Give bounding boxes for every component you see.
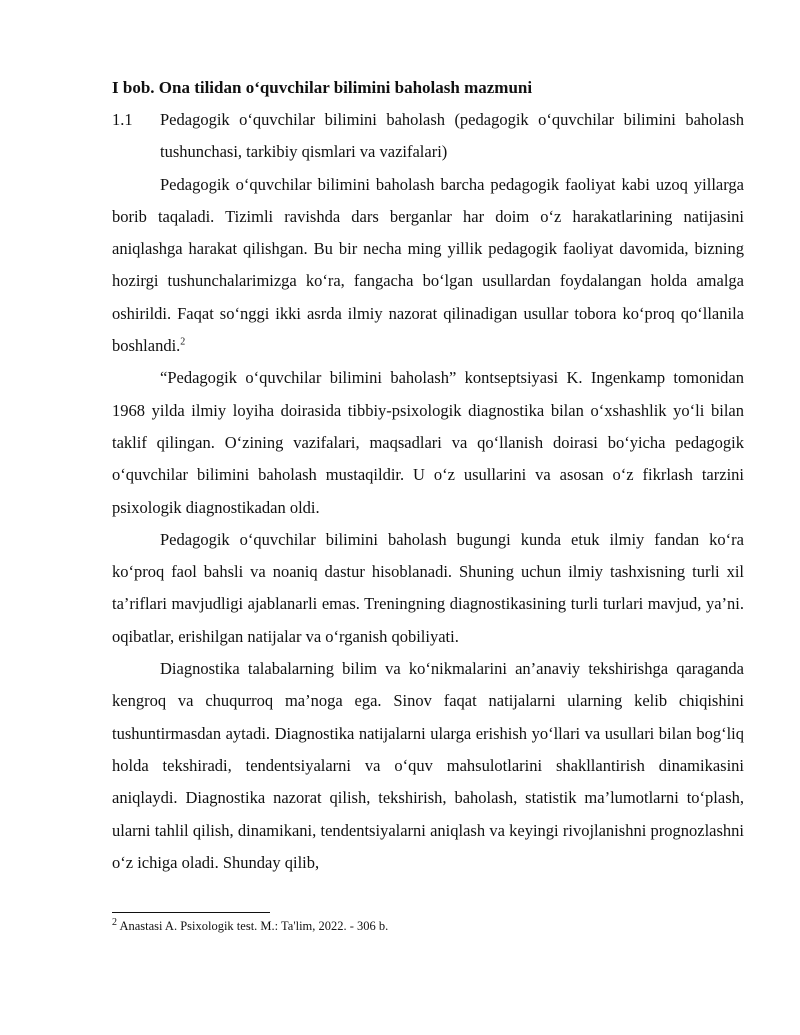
paragraph-3: Pedagogik o‘quvchilar bilimini baholash bugungi kunda etuk ilmiy fandan ko‘ra ko‘proq faol bahsli va noaniq dastur hisoblanadi. Shuning uchun ilmiy tashxisning turli xil ta’riflari mavjudligi ajablanarli emas. Treningning diagnostikasining turli turlari mavjud, ya’ni. oqibatlar, erishilgan natijalar va o‘rganish qobiliyati. — [112, 529, 744, 646]
footnote-text: Anastasi A. Psixologik test. M.: Ta'lim, 2022. - 306 b. — [119, 919, 389, 933]
subsection-title: Pedagogik o‘quvchilar bilimini baholash (pedagogik o‘quvchilar bilimini baholash tushunchasi, tarkibiy qismlari va vazifalari) — [160, 110, 744, 162]
subsection-heading — [112, 104, 744, 169]
footnote-separator — [112, 912, 270, 913]
subsection-number: 1.1 — [112, 110, 133, 129]
chapter-heading: I bob. Ona tilidan o‘quvchilar bilimini baholash mazmuni — [112, 78, 533, 97]
paragraph-1 — [112, 169, 744, 363]
paragraph-1-text: Pedagogik o‘quvchilar bilimini baholash barcha pedagogik faoliyat kabi uzoq yillarga borib taqaladi. Tizimli ravishda dars berganlar har doim o‘z harakatlarining natijasini aniqlashga harakat qilishgan. Bu bir necha ming yillik pedagogik faoliyat davomida, bizning hozirgi tushunchalarimizga ko‘ra, fangacha bo‘lgan usullardan foydalangan holda amalga oshirildi. Faqat so‘nggi ikki asrda ilmiy nazorat qilinadigan usullar tobora ko‘proq qo‘llanila boshlandi. — [112, 174, 744, 356]
footnote — [112, 918, 744, 934]
paragraph-4: Diagnostika talabalarning bilim va ko‘nikmalarini an’anaviy tekshirishga qaraganda kengroq va chuqurroq ma’noga ega. Sinov faqat natijalarni ularning kelib chiqishini tushuntirmasdan aytadi. Diagnostika natijalarni ularga erishish yo‘llari va usullari bilan bog‘liq holda tekshiradi, tendentsiyalarni va o‘quv mahsulotlarini shakllantirish dinamikasini aniqlaydi. Diagnostika nazorat qilish, tekshirish, baholash, statistik ma’lumotlarni to‘plash, ularni tahlil qilish, dinamikani, tendentsiyalarni aniqlash va keyingi rivojlanishni prognozlashni o‘z ichiga oladi. Shunday qilib, — [112, 659, 744, 872]
paragraph-2: “Pedagogik o‘quvchilar bilimini baholash” kontseptsiyasi K. Ingenkamp tomonidan 1968 yilda ilmiy loyiha doirasida tibbiy-psixologik diagnostika bilan o‘xshashlik yo‘li bilan taklif qilingan. O‘zining vazifalari, maqsadlari va qo‘llanish doirasi bo‘yicha pedagogik o‘quvchilar bilimini baholash mustaqildir. U o‘z usullarini va asosan o‘z fikrlash tarzini psixologik diagnostikadan oldi. — [112, 368, 744, 517]
document-body — [112, 72, 744, 879]
footnote-marker: 2 — [112, 916, 117, 928]
footnote-reference: 2 — [180, 336, 186, 348]
